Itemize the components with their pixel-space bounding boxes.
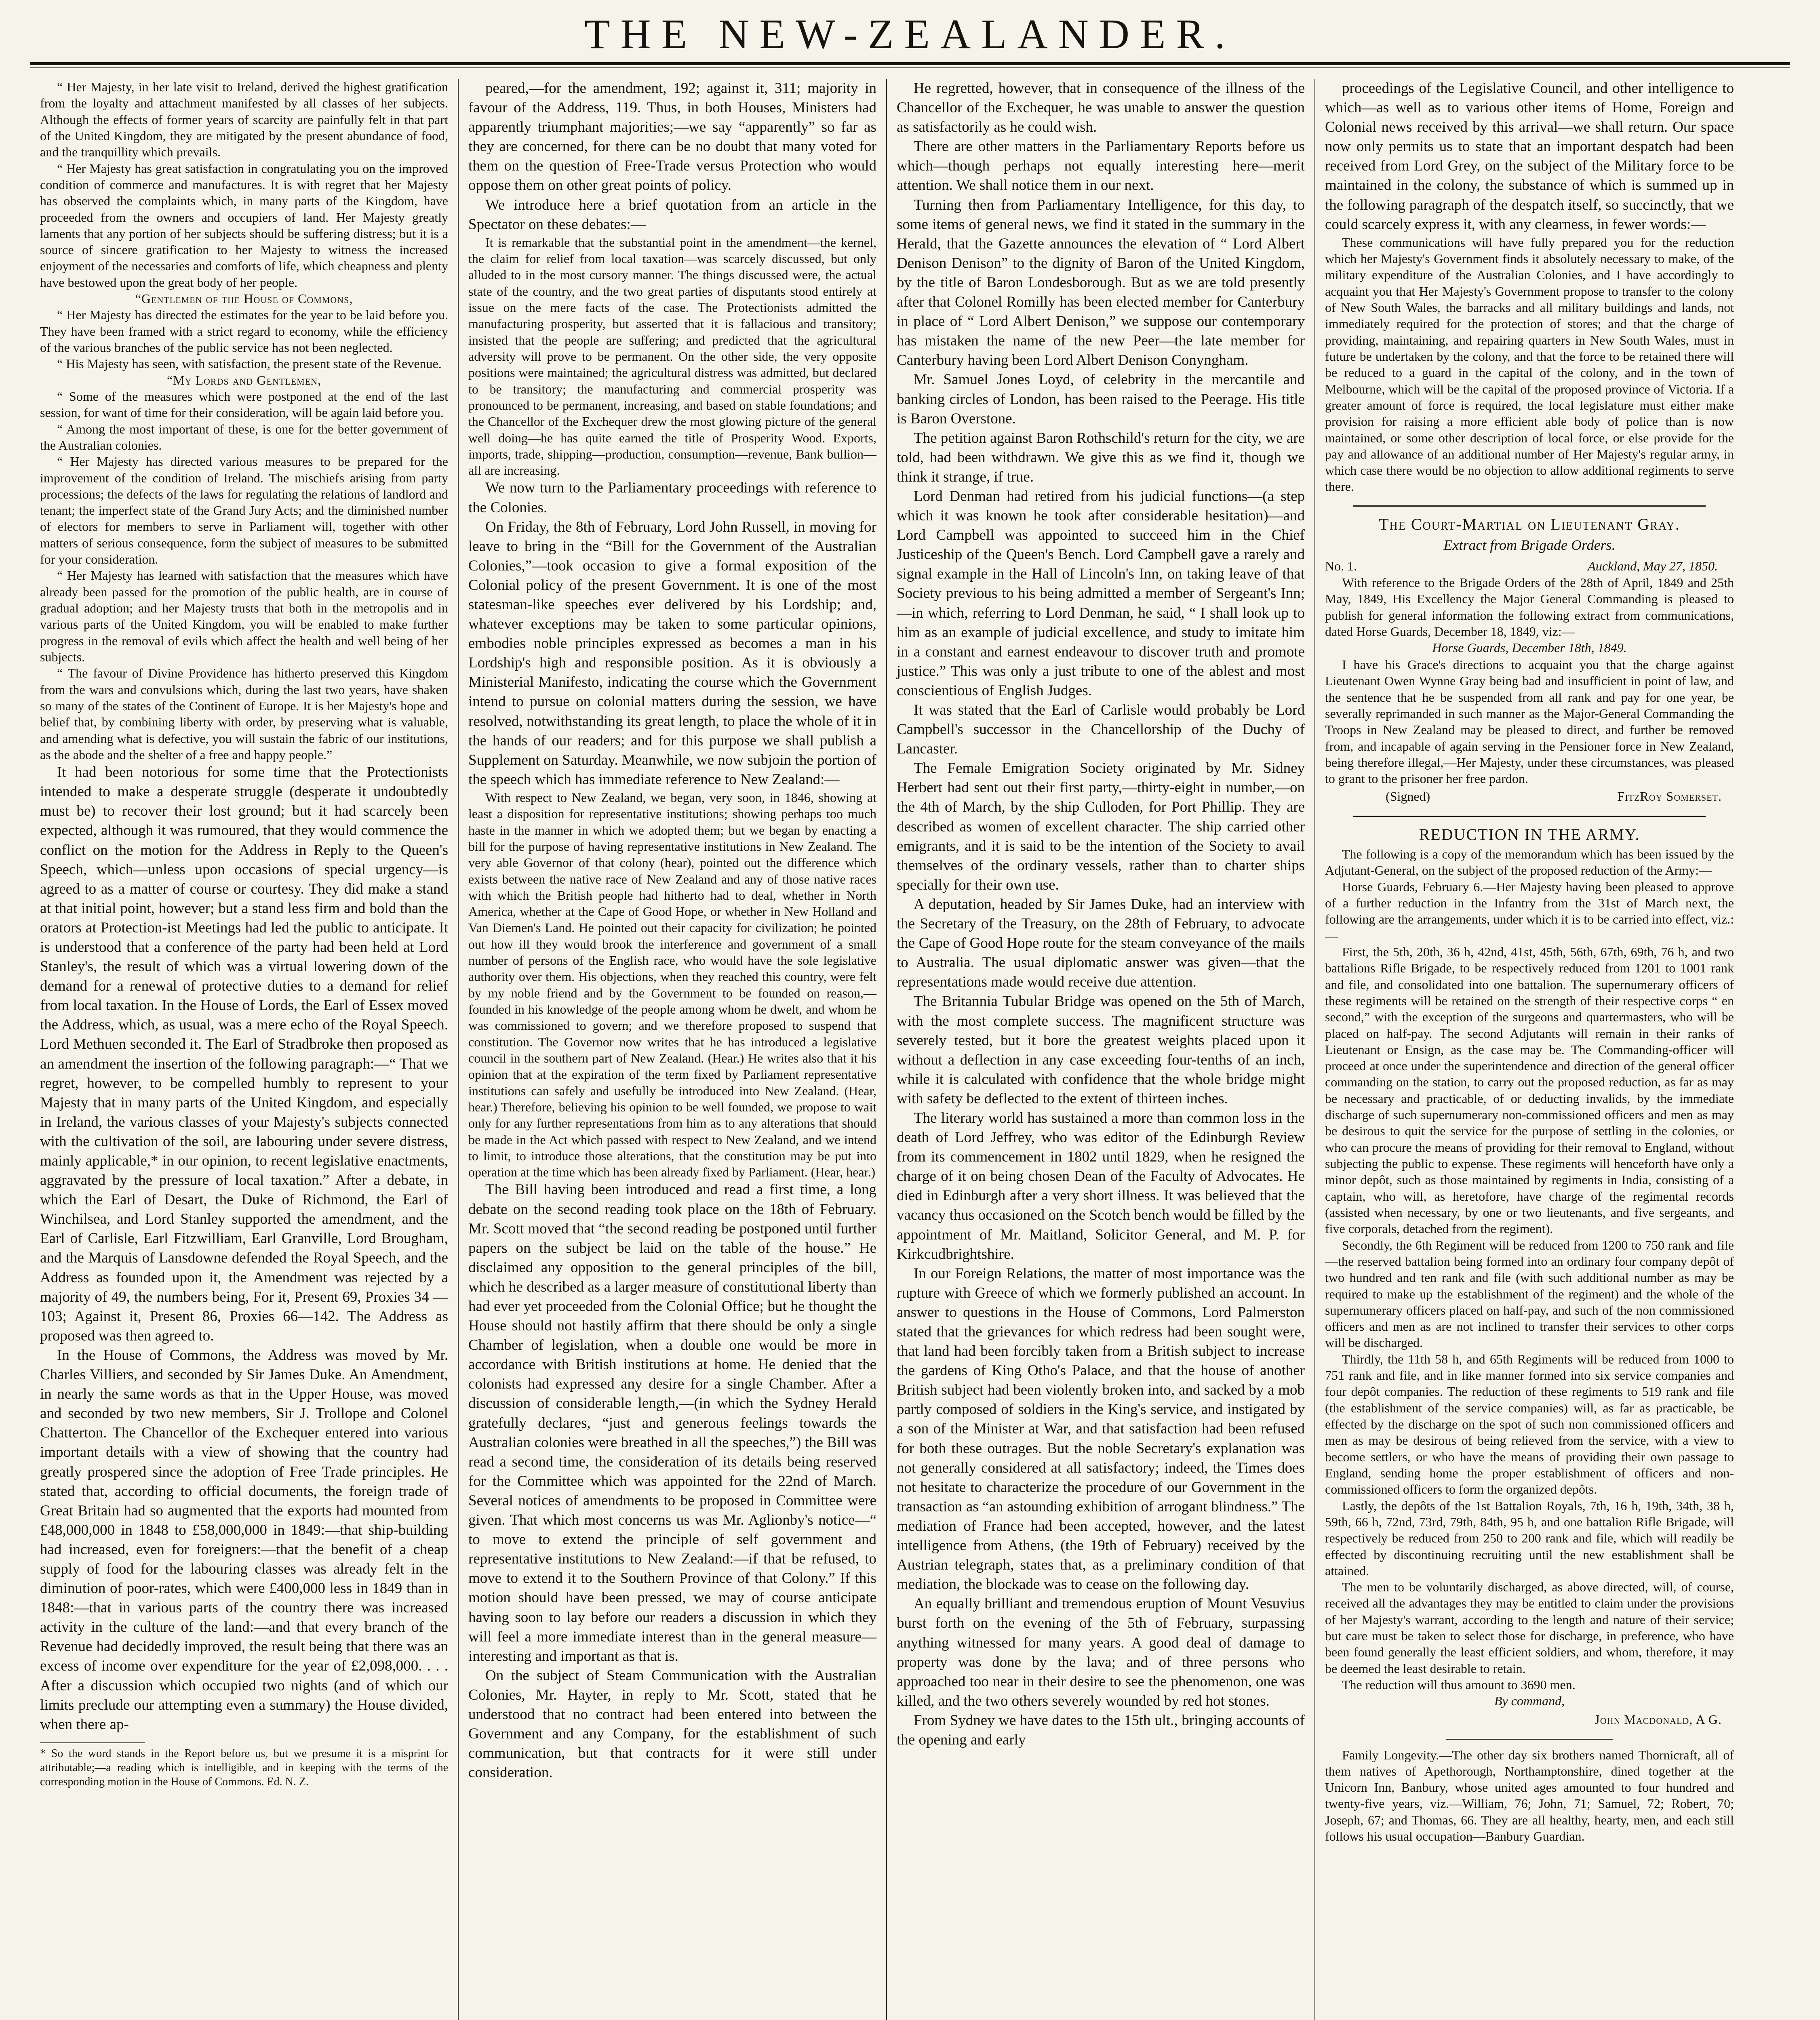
- court-martial-subtitle: Extract from Brigade Orders.: [1443, 537, 1616, 553]
- article-paragraph: It was stated that the Earl of Carlisle would probably be Lord Campbell's successor in the Chancellorship of the Duchy of Lancaster.: [897, 702, 1305, 758]
- column-3: [887, 79, 1315, 2020]
- reduction-paragraph: Lastly, the depôts of the 1st Battalion Royals, 7th, 16 h, 19th, 34th, 38 h, 59th, 66 h, 72nd, 73rd, 79th, 84th, 95 h, and one battalion Rifle Brigade, will respectively be reduced from 250 to 200 rank and file, which will readily be effected by discontinuing recruiting until the new establishment shall be attained.: [1325, 1498, 1734, 1578]
- speech-heading: “My Lords and Gentlemen,: [166, 372, 322, 387]
- despatch-quote: These communications will have fully prepared you for the reduction which her Majesty's Government finds it absolutely necessary to make, of the military expenditure of the Australian Colonies, and I have accordingly to acquaint you that Her Majesty's Government propose to transfer to the colony of New South Wales, the barracks and all military buildings and lands, not immediately required for the protection of stores; and that the charge of providing, maintaining, and repairing quarters in New South Wales, must in future be undertaken by the colony, and that the force to be retained there will be reduced to a guard in the capital of the colony, and in the town of Melbourne, which will be the capital of the proposed province of Victoria. If a greater amount of force is required, the local legislature must either make provision for raising a more efficient able body of police than is now maintained, or some other description of local force, or else provide for the pay and allowance of an additional number of Her Majesty's regular army, in which case there would be no objection to allow additional regiments to serve there.: [1325, 235, 1734, 494]
- section-rule: [1353, 816, 1706, 817]
- court-martial-text: With reference to the Brigade Orders of the 28th of April, 1849 and 25th May, 1849, His Excellency the Major General Commanding is pleased to publish for general information the following extract from communications, dated Horse Guards, December 18, 1849, viz:—: [1325, 575, 1734, 639]
- article-paragraph: On the subject of Steam Communication with the Australian Colonies, Mr. Hayter, in reply to Mr. Scott, stated that he understood that no contract had been entered into between the Government and any Company, for the establishment of such communication, but that contracts for it were still under consideration.: [468, 1667, 876, 1781]
- columns: [30, 79, 1790, 2020]
- article-paragraph: It had been notorious for some time that the Protectionists intended to make a desperate struggle (desperate it undoubtedly must be) to recover their lost ground; but it had scarcely been expected, although it was rumoured, that they would commence the conflict on the motion for the Address in Reply to the Queen's Speech, which—unless upon occasions of special urgency—is agreed to as a matter of course or courtesy. They did make a stand at that initial point, however; but a stand less firm and bold than the orators at Protection-ist Meetings had led the public to anticipate. It is understood that a conference of the party had been held at Lord Stanley's, the result of which was a virtual lowering down of the demand for a renewal of protective duties to a demand for relief from local taxation. In the House of Lords, the Earl of Essex moved the Address, which, as usual, was a mere echo of the Royal Speech. Lord Methuen seconded it. The Earl of Stradbroke then proposed as an amendment the insertion of the following paragraph:—“ That we regret, however, to be compelled humbly to represent to your Majesty that in many parts of the United Kingdom, and especially in Ireland, the various classes of your Majesty's subjects connected with the cultivation of the soil, are labouring under severe distress, mainly applicable,* in our opinion, to recent legislative enactments, aggravated by the pressure of local taxation.” After a debate, in which the Earl of Desart, the Duke of Richmond, the Earl of Winchilsea, and Lord Stanley supported the amendment, and the Earl of Carlisle, Earl Fitzwilliam, Earl Granville, Lord Brougham, and the Marquis of Lansdowne defended the Royal Speech, and the Address as founded upon it, the Amendment was rejected by a majority of 49, the numbers being, For it, Present 69, Proxies 34 —103; Against it, Present 86, Proxies 66—142. The Address as proposed was then agreed to.: [40, 764, 448, 1344]
- article-paragraph: proceedings of the Legislative Council, and other intelligence to which—as well as to various other items of Home, Foreign and Colonial news received by this arrival—we shall return. Our space now only permits us to state that an important despatch had been received from Lord Grey, on the subject of the Military force to be maintained in the colony, the substance of which is summed up in the following paragraph of the despatch itself, so succinctly, that we could scarcely express it, with any clearness, in fewer words:—: [1325, 80, 1734, 233]
- article-paragraph: An equally brilliant and tremendous eruption of Mount Vesuvius burst forth on the evening of the 5th of February, surpassing anything witnessed for many years. A good deal of damage to property was done by the lava; and of three persons who approached too near in their desire to see the phenomenon, one was killed, and the two others severely wounded by red hot stones.: [897, 1595, 1305, 1709]
- footnote: * So the word stands in the Report before us, but we presume it is a misprint for attributable;—a reading which is intelligible, and in keeping with the terms of the corresponding motion in the House of Commons. Ed. N. Z.: [40, 1747, 448, 1788]
- column-4: [1315, 79, 1744, 2020]
- reduction-signer: John Macdonald, A G.: [1595, 1712, 1722, 1727]
- section-rule: [1353, 505, 1706, 507]
- article-paragraph: Lord Denman had retired from his judicial functions—(a step which it was known he took after considerable hesitation)—and Lord Campbell was appointed to succeed him in the Chief Justiceship of the Queen's Bench. Lord Campbell gave a rarely and signal example in the Hall of Lincoln's Inn, on taking leave of that Society previous to his being admitted a member of Sergeant's Inn;—in which, referring to Lord Denman, he said, “ I shall look up to him as an example of judicial excellence, and study to imitate him in a constant and earnest endeavour to discover truth and promote justice.” This was only a just tribute to one of the ablest and most conscientious of English Judges.: [897, 488, 1305, 699]
- court-martial-signer: FitzRoy Somerset.: [1617, 789, 1722, 804]
- speech-paragraph: “ Her Majesty has directed the estimates for the year to be laid before you. They have been framed with a strict regard to economy, while the efficiency of the various branches of the public service has not been neglected.: [40, 307, 448, 355]
- speech-heading: “Gentlemen of the House of Commons,: [135, 291, 353, 306]
- article-paragraph: The literary world has sustained a more than common loss in the death of Lord Jeffrey, who was editor of the Edinburgh Review from its commencement in 1802 until 1829, when he resigned the charge of it on being chosen Dean of the Faculty of Advocates. He died in Edinburgh after a very short illness. It was believed that the vacancy thus occasioned on the Scotch bench would be filled by the appointment of Mr. Maitland, Solicitor General, and M. P. for Kirkcudbrightshire.: [897, 1109, 1305, 1262]
- masthead-rule: [30, 62, 1790, 65]
- reduction-paragraph: Thirdly, the 11th 58 h, and 65th Regiments will be reduced from 1000 to 751 rank and file, and in like manner formed into six service companies and four depôt companies. The reduction of these regiments to 519 rank and file (the establishment of the service companies) will, as far as practicable, be effected by the discharge on the spot of such non commissioned officers and men as may be desirous of being relieved from the service, with a view to become settlers, or who have the means of providing their own passage to England, sending home the proper establishment of officers and non-commissioned officers to form the organized depôts.: [1325, 1351, 1734, 1497]
- article-paragraph: In the House of Commons, the Address was moved by Mr. Charles Villiers, and seconded by Sir James Duke. An Amendment, in nearly the same words as that in the Upper House, was moved and seconded by two new members, Sir J. Trollope and Colonel Chatterton. The Chancellor of the Exchequer entered into various important details with a view of showing that the country had greatly prospered since the adoption of Free Trade principles. He stated that, according to official documents, the foreign trade of Great Britain had so augmented that the exports had mounted from £48,000,000 in 1848 to £58,000,000 in 1849:—that ship-building had increased, even for foreigners:—that the benefit of a cheap supply of food for the labouring classes was already felt in the diminution of poor-rates, which were £400,000 less in 1849 than in 1848:—that in various parts of the country there was increased activity in the culture of the land:—and that every branch of the Revenue had decidedly improved, the result being that there was an excess of income over expenditure for the year of £2,098,000. . . . After a discussion which occupied two nights (and of which our limits preclude our attempting even a summary) the House divided, when there ap-: [40, 1347, 448, 1733]
- court-martial-text: I have his Grace's directions to acquaint you that the charge against Lieutenant Owen Wynne Gray being bad and insufficient in point of law, and the sentence that he be suspended from all rank and pay for one year, be severally reprimanded in such manner as the Major-General Commanding the Troops in New Zealand may be pleased to direct, and further be removed from, and incapable of again serving in the Pensioner force in New Zealand, being therefore illegal,—Her Majesty, under these circumstances, was pleased to grant to the prisoner her free pardon.: [1325, 657, 1734, 786]
- longevity-paragraph: Family Longevity.—The other day six brothers named Thornicraft, all of them natives of Apethorough, Northamptonshire, dined together at the Unicorn Inn, Banbury, whose united ages amounted to four hundred and twenty-five years, viz.—William, 76; John, 71; Samuel, 72; Robert, 70; Joseph, 67; and Thomas, 66. They are all healthy, hearty, men, and each still follows his usual occupation—Banbury Guardian.: [1325, 1747, 1734, 1844]
- reduction-paragraph: Horse Guards, February 6.—Her Majesty having been pleased to approve of a further reduction in the Infantry from the 31st of March next, the following are the arrangements, under which it is to be carried into effect, viz.:—: [1325, 879, 1734, 943]
- masthead: [30, 8, 1790, 61]
- reduction-paragraph: First, the 5th, 20th, 36 h, 42nd, 41st, 45th, 56th, 67th, 69th, 76 h, and two battalions Rifle Brigade, to be respectively reduced from 1201 to 1001 rank and file, and consolidated into one battalion. The supernumerary officers of these regiments will be retained on the strength of their respective corps “ en second,” with the exception of the surgeons and quartermasters, who will be placed on half-pay. The second Adjutants will remain in their ranks of Lieutenant or Ensign, as the case may be. The Commanding-officer will proceed at once under the superintendence and direction of the general officer commanding on the station, to carry out the proposed reduction, as far as may be necessary and practicable, of or deducting invalids, by the immediate discharge of such supernumerary non-commissioned officers and men as may be desirous to quit the service for the purpose of settling in the colonies, or who can procure the means of providing for their removal to England, without subjecting the public to expense. These regiments will henceforth have only a minor depôt, such as those maintained by regiments in India, consisting of a captain, who will, as heretofore, have charge of the regimental records (assisted when necessary, by one or two lieutenants, and five sergeants, and five corporals, detached from the regiment).: [1325, 944, 1734, 1236]
- reduction-by-command: By command,: [1494, 1694, 1565, 1709]
- article-paragraph: peared,—for the amendment, 192; against it, 311; majority in favour of the Address, 119. Thus, in both Houses, Ministers had apparently triumphant majorities;—we say “apparently” so far as they are concerned, for there can be no doubt that many voted for them on the question of Free-Trade versus Protection who would oppose them on other great points of policy.: [468, 80, 876, 194]
- court-martial-signed: (Signed): [1386, 789, 1430, 804]
- column-1: [30, 79, 459, 2020]
- speech-paragraph: “ Among the most important of these, is one for the better government of the Australian colonies.: [40, 421, 448, 452]
- court-martial-dateline: Auckland, May 27, 1850.: [1588, 558, 1718, 573]
- article-paragraph: The petition against Baron Rothschild's return for the city, we are told, had been withdrawn. We give this as we find it, though we think it strange, if true.: [897, 429, 1305, 485]
- speech-paragraph: “ Her Majesty has learned with satisfaction that the measures which have already been passed for the promotion of the public health, are in course of gradual adoption; and her Majesty trusts that both in the metropolis and in various parts of the United Kingdom, you will be enabled to make further progress in the removal of evils which affect the health and well being of her subjects.: [40, 568, 448, 664]
- article-paragraph: There are other matters in the Parliamentary Reports before us which—though perhaps not equally interesting here—merit attention. We shall notice them in our next.: [897, 138, 1305, 194]
- speech-paragraph: “ Her Majesty, in her late visit to Ireland, derived the highest gratification from the loyalty and attachment manifested by all classes of her subjects. Although the effects of former years of scarcity are painfully felt in that part of the United Kingdom, they are mitigated by the present abundance of food, and the tranquillity which prevails.: [40, 80, 448, 160]
- article-paragraph: He regretted, however, that in consequence of the illness of the Chancellor of the Exchequer, he was unable to answer the question as satisfactorily as he could wish.: [897, 80, 1305, 136]
- article-paragraph: The Female Emigration Society originated by Mr. Sidney Herbert had sent out their first party,—thirty-eight in number,—on the 4th of March, by the ship Culloden, for Port Phillip. They are described as women of excellent character. The ship carried other emigrants, and it is said to be the intention of the Society to avail themselves of the ordinary vessels, rather than to charter ships specially for their own use.: [897, 760, 1305, 893]
- reduction-paragraph: The reduction will thus amount to 3690 men.: [1342, 1677, 1576, 1692]
- footnote-rule: [40, 1742, 145, 1743]
- spectator-quote: It is remarkable that the substantial point in the amendment—the kernel, the claim for relief from local taxation—was scarcely discussed, but only alluded to in the most cursory manner. The things discussed were, the actual state of the country, and the two great parties of disputants stood entirely at issue on the mere facts of the case. The Protectionists admitted the manufacturing prosperity, but asserted that it is fallacious and transitory; insisted that the people are suffering; and predicted that the agricultural adversity will prove to be permanent. On the other side, the very opposite positions were maintained; the agricultural distress was admitted, but declared to be transitory; the manufacturing and commercial prosperity was pronounced to be permanent, increasing, and based on stable foundations; and the Chancellor of the Exchequer drew the most glowing picture of the general well doing—he has quite earned the title of Prosperity Wood. Exports, imports, trade, shipping—production, consumption—revenue, Bank bullion—all are increasing.: [468, 235, 876, 478]
- reduction-paragraph: The men to be voluntarily discharged, as above directed, will, of course, received all the advantages they may be entitled to claim under the provisions of her Majesty's warrant, according to the length and nature of their service; but care must be taken to select those for discharge, in preference, who have been found generally the least efficient soldiers, and whom, therefore, it may be deemed the least desirable to retain.: [1325, 1580, 1734, 1676]
- article-paragraph: Turning then from Parliamentary Intelligence, for this day, to some items of general news, we find it stated in the summary in the Herald, that the Gazette announces the elevation of “ Lord Albert Denison Denison” to the dignity of Baron of the United Kingdom, by the title of Baron Londesborough. But as we are told presently after that Colonel Romilly has been elected member for Canterbury in place of “ Lord Albert Denison,” we suppose our contemporary has mistaken the name of the new Peer—the late member for Canterbury having been Lord Albert Denison Conyngham.: [897, 196, 1305, 369]
- article-paragraph: From Sydney we have dates to the 15th ult., bringing accounts of the opening and early: [897, 1712, 1305, 1748]
- reduction-paragraph: Secondly, the 6th Regiment will be reduced from 1200 to 750 rank and file—the reserved battalion being formed into an ordinary four company depôt of two hundred and ten rank and file (with such additional number as may be required to make up the establishment of the regiment) and the whole of the supernumerary officers placed on half-pay, and such of the non commissioned officers and men as are not inclined to transfer their services to other corps will be discharged.: [1325, 1237, 1734, 1350]
- section-rule: [1446, 1739, 1613, 1740]
- court-martial-signature-row: [1325, 787, 1734, 805]
- masthead-rule-thin: [30, 67, 1790, 68]
- article-paragraph: In our Foreign Relations, the matter of most importance was the rupture with Greece of which we formerly published an account. In answer to questions in the House of Commons, Lord Palmerston stated that the grievances for which redress had been sought were, that land had been forcibly taken from a British subject to increase the gardens of King Otho's Palace, and that the house of another British subject had been violently broken into, and sacked by a mob partly composed of soldiers in the King's service, and instigated by a son of the Minister at War, and that satisfaction had been refused for both these outrages. But the noble Secretary's explanation was not generally considered at all satisfactory; indeed, the Times does not hesitate to characterize the procedure of our Government in the transaction as “an astounding exhibition of arrogant blindness.” The mediation of France had been accepted, however, and the latest intelligence from Athens, (the 19th of February) received by the Austrian telegraph, states that, as a preliminary condition of that mediation, the blockade was to cease on the following day.: [897, 1265, 1305, 1593]
- speech-paragraph: “ Her Majesty has great satisfaction in congratulating you on the improved condition of commerce and manufactures. It is with regret that her Majesty has observed the complaints which, in many parts of the Kingdom, have proceeded from the owners and occupiers of land. Her Majesty greatly laments that any portion of her subjects should be suffering distress; but it is a source of sincere gratification to her Majesty to witness the increased enjoyment of the necessaries and comforts of life, which cheapness and plenty have bestowed upon the great body of her people.: [40, 161, 448, 290]
- article-paragraph: We introduce here a brief quotation from an article in the Spectator on these debates:—: [468, 196, 876, 233]
- article-paragraph: A deputation, headed by Sir James Duke, had an interview with the Secretary of the Treasury, on the 28th of February, to advocate the Cape of Good Hope route for the steam conveyance of the mails to Australia. The usual diplomatic answer was given—that the representations made would receive due attention.: [897, 896, 1305, 991]
- column-2: [459, 79, 887, 2020]
- reduction-intro: The following is a copy of the memorandum which has been issued by the Adjutant-General, on the subject of the proposed reduction of the Army:—: [1325, 847, 1734, 878]
- speech-paragraph: “ Some of the measures which were postponed at the end of the last session, for want of time for their consideration, will be again laid before you.: [40, 389, 448, 420]
- reduction-title: REDUCTION IN THE ARMY.: [1419, 825, 1640, 844]
- speech-paragraph: “ His Majesty has seen, with satisfaction, the present state of the Revenue.: [57, 356, 442, 371]
- court-martial-number: No. 1.: [1325, 558, 1357, 573]
- article-paragraph: The Britannia Tubular Bridge was opened on the 5th of March, with the most complete success. The magnificent structure was severely tested, but it bore the greatest weights placed upon it without a deflection in any case exceeding four-tenths of an inch, while it is calculated with confidence that the whole bridge might with safety be deflected to the extent of thirteen inches.: [897, 993, 1305, 1107]
- court-martial-title: The Court-Martial on Lieutenant Gray.: [1379, 515, 1680, 533]
- article-paragraph: The Bill having been introduced and read a first time, a long debate on the second reading took place on the 18th of February. Mr. Scott moved that “the second reading be postponed until further papers on the subject be laid on the table of the house.” He disclaimed any opposition to the general principles of the bill, which he described as a larger measure of constitutional liberty than had ever yet proceeded from the Colonial Office; but he thought the House should not hastily affirm that there should be only a single Chamber of legislation, when a double one would be more in accordance with British institutions at home. He denied that the colonists had expressed any desire for a single Chamber. After a discussion of considerable length,—(in which the Sydney Herald gratefully declares, “just and generous feelings towards the Australian colonies were breathed in all the speeches,”) the Bill was read a second time, the consideration of its details being reserved for the Committee which was appointed for the 22nd of March. Several notices of amendments to be proposed in Committee were given. That which most concerns us was Mr. Aglionby's notice—“ to move to extend the principle of self government and representative institutions to New Zealand:—if that be refused, to move to extend it to the Southern Province of that Colony.” If this motion should have been pressed, we may of course anticipate having soon to lay before our readers a discussion in which they will feel a more immediate interest than in the general measure—interesting and important as that is.: [468, 1181, 876, 1664]
- speech-paragraph: “ The favour of Divine Providence has hitherto preserved this Kingdom from the wars and convulsions which, during the last two years, have shaken so many of the states of the Continent of Europe. It is her Majesty's hope and belief that, by combining liberty with order, by preserving what is valuable, and amending what is defective, you will sustain the fabric of our institutions, as the abode and the shelter of a free and happy people.”: [40, 666, 448, 762]
- article-paragraph: On Friday, the 8th of February, Lord John Russell, in moving for leave to bring in the “Bill for the Government of the Australian Colonies,”—took occasion to give a formal exposition of the Colonial policy of the present Government. It is one of the most statesman-like speeches ever delivered by his Lordship; and, whatever exceptions may be taken to some particular opinions, embodies noble principles expressed as becomes a man in his Lordship's high and responsible position. As it is obviously a Ministerial Manifesto, indicating the course which the Government intend to pursue on colonial matters during the session, we have resolved, notwithstanding its great length, to place the whole of it in the hands of our readers; and for this purpose we shall publish a Supplement on Saturday. Meanwhile, we now subjoin the portion of the speech which has immediate reference to New Zealand:—: [468, 518, 876, 788]
- speech-quote: With respect to New Zealand, we began, very soon, in 1846, showing at least a disposition for representative institutions; showing perhaps too much haste in the manner in which we adopted them; but we began by enacting a bill for the purpose of having representative institutions in New Zealand. The very able Governor of that colony (hear), pointed out the difference which exists between the native race of New Zealand and any of those native races with which the British people had hitherto had to deal, whether in North America, whether at the Cape of Good Hope, or whether in New Holland and Van Diemen's Land. He pointed out their capacity for civilization; he pointed out how ill they would brook the interference and government of a small number of persons of the English race, who would have the sole legislative authority over them. His objections, when they reached this country, were felt by my noble friend and by the Government to be founded on reason,—founded in his knowledge of the people among whom he dwelt, and whom he was commissioned to govern; and we therefore proposed to suspend that constitution. The Governor now writes that he has introduced a legislative council in the southern part of New Zealand. (Hear.) He writes also that it his opinion that at the expiration of the term fixed by Parliament representative institutions can safely and usefully be introduced into New Zealand. (Hear, hear.) Therefore, believing his opinion to be well founded, we propose to wait only for any further representations from him as to any alterations that should be made in the Act which passed with respect to New Zealand, and we intend to limit, to introduce those alterations, that the constitution may be put into operation at the time which has been already fixed by Parliament. (Hear, hear.): [468, 790, 876, 1180]
- article-paragraph: We now turn to the Parliamentary proceedings with reference to the Colonies.: [468, 480, 876, 516]
- article-paragraph: Mr. Samuel Jones Loyd, of celebrity in the mercantile and banking circles of London, has been raised to the Peerage. His title is Baron Overstone.: [897, 371, 1305, 427]
- masthead-title: THE NEW-ZEALANDER.: [584, 11, 1236, 57]
- speech-paragraph: “ Her Majesty has directed various measures to be prepared for the improvement of the condition of Ireland. The mischiefs arising from party processions; the defects of the laws for regulating the relations of landlord and tenant; the imperfect state of the Grand Jury Acts; and the diminished number of electors for members to serve in Parliament will, together with other matters of serious consequence, form the subject of measures to be submitted for your consideration.: [40, 454, 448, 567]
- court-martial-dateline-2: Horse Guards, December 18th, 1849.: [1432, 640, 1627, 655]
- court-martial-dateline-row: [1325, 558, 1734, 575]
